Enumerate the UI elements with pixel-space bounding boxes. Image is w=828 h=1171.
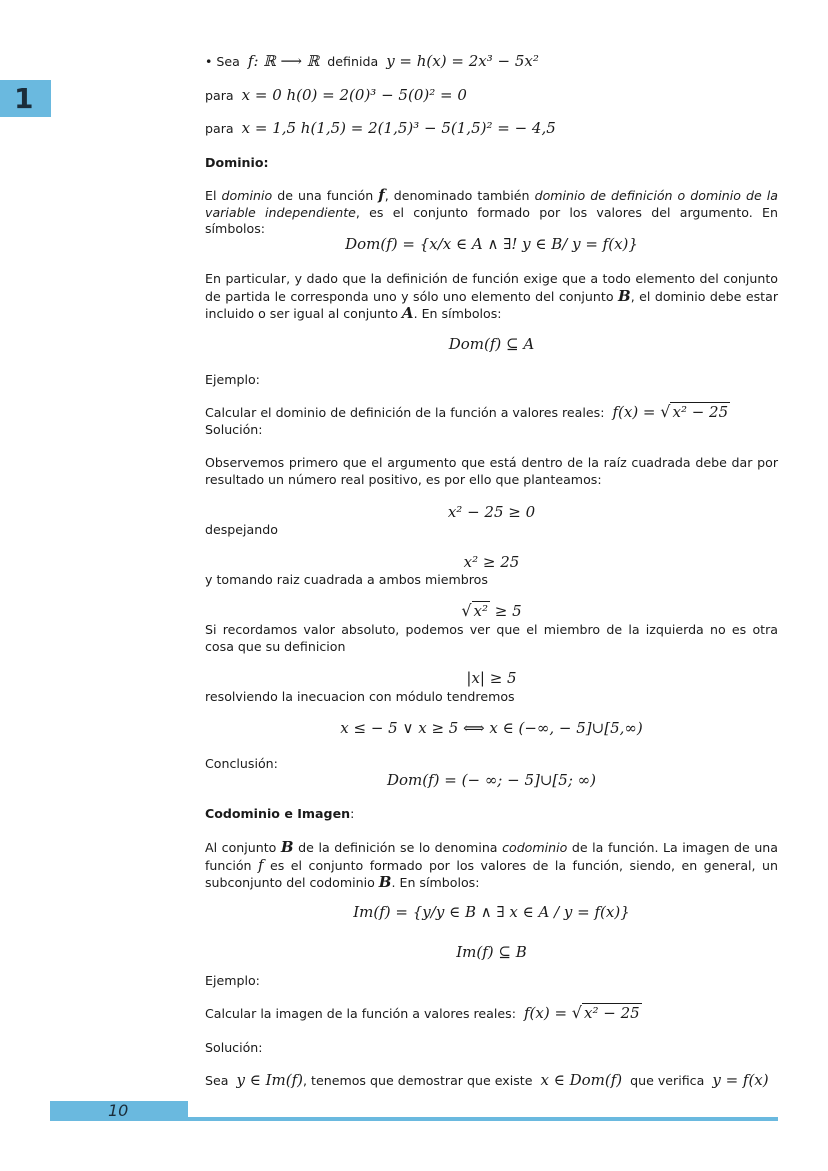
ejemplo-1-label: Ejemplo: [205, 372, 260, 387]
page-number: 10 [108, 1101, 129, 1120]
definida-text: definida [327, 54, 379, 69]
footer-rule [188, 1117, 778, 1121]
ejemplo-2-statement: Calcular la imagen de la función a valores reales: f(x) = √ x² − 25 [205, 1003, 640, 1022]
recordamos-paragraph: Si recordamos valor absoluto, podemos ver que el miembro de la izquierda no es otra cosa que su definicion [205, 622, 778, 654]
function-equation: y = h(x) = 2x³ − 5x² [386, 52, 539, 70]
ejemplo-2-label: Ejemplo: [205, 973, 260, 988]
domain-result: Dom(f) = (− ∞; − 5]∪[5; ∞) [386, 771, 596, 789]
conclusion-label: Conclusión: [205, 756, 278, 771]
chapter-number: 1 [14, 82, 34, 115]
eval-at-1-5: x = 1,5 h(1,5) = 2(1,5)³ − 5(1,5)² = − 4,5 [241, 119, 556, 137]
sea-text: • Sea [205, 54, 240, 69]
ejemplo-1-statement: Calcular el dominio de definición de la función a valores reales: f(x) = √ x² − 25 [205, 402, 729, 421]
para-text: para [205, 88, 234, 103]
inequality-1: x² − 25 ≥ 0 [447, 503, 536, 521]
ejemplo-2-sea-line: Sea y ∈ Im(f), tenemos que demostrar que existe x ∈ Dom(f) que verifica y = f(x) [205, 1071, 769, 1089]
eval-at-0: x = 0 h(0) = 2(0)³ − 5(0)² = 0 [241, 86, 467, 104]
para-text: para [205, 121, 234, 136]
dominio-formula: Dom(f) = {x/x ∈ A ∧ ∃! y ∈ B/ y = f(x)} [345, 235, 638, 253]
inequality-4: |x| ≥ 5 [466, 669, 517, 687]
eval-line-1-5 [205, 120, 556, 137]
tomando-text: y tomando raiz cuadrada a ambos miembros [205, 572, 488, 587]
despejando-text: despejando [205, 522, 278, 537]
dominio-subset-formula: Dom(f) ⊆ A [448, 335, 535, 353]
codominio-paragraph: Al conjunto B de la definición se lo denomina codominio de la función. La imagen de una función f es el conjunto formado por los valores de la función, siendo, en general, un subconjunto del codominio B. En símbolos: [205, 838, 778, 892]
function-definition-line [205, 53, 539, 70]
dominio-paragraph-1: El dominio de una función f, denominado también dominio de definición o dominio de la variable independiente, es el conjunto formado por los valores del argumento. En símbolos: [205, 186, 778, 237]
ejemplo-2-solucion: Solución: [205, 1040, 263, 1055]
resolviendo-text: resolviendo la inecuacion con módulo tendremos [205, 689, 515, 704]
codominio-heading: Codominio e Imagen: [205, 806, 355, 821]
chapter-number-tab [0, 80, 51, 117]
inequality-2: x² ≥ 25 [463, 553, 520, 571]
dominio-heading: Dominio: [205, 155, 269, 170]
inequality-5: x ≤ − 5 ∨ x ≥ 5 ⟺ x ∈ (−∞, − 5]∪[5,∞) [340, 719, 643, 737]
image-subset-formula: Im(f) ⊆ B [456, 943, 527, 961]
ejemplo-1-observation: Observemos primero que el argumento que está dentro de la raíz cuadrada debe dar por resultado un número real positivo, es por ello que planteamos: [205, 455, 778, 487]
inequality-3: √ x² ≥ 5 [461, 601, 522, 620]
eval-line-0 [205, 87, 467, 104]
function-mapping: f: ℝ ⟶ ℝ [247, 52, 320, 70]
dominio-paragraph-2: En particular, y dado que la definición de función exige que a todo elemento del conjunto de partida le corresponda uno y sólo uno elemento del conjunto B, el dominio debe estar incluido o ser igual al conjunto A. En símbolos: [205, 271, 779, 323]
image-formula: Im(f) = {y/y ∈ B ∧ ∃ x ∈ A / y = f(x)} [353, 903, 630, 921]
ejemplo-1-solucion: Solución: [205, 422, 263, 437]
sqrt-expression: √ x² − 25 [660, 402, 729, 421]
